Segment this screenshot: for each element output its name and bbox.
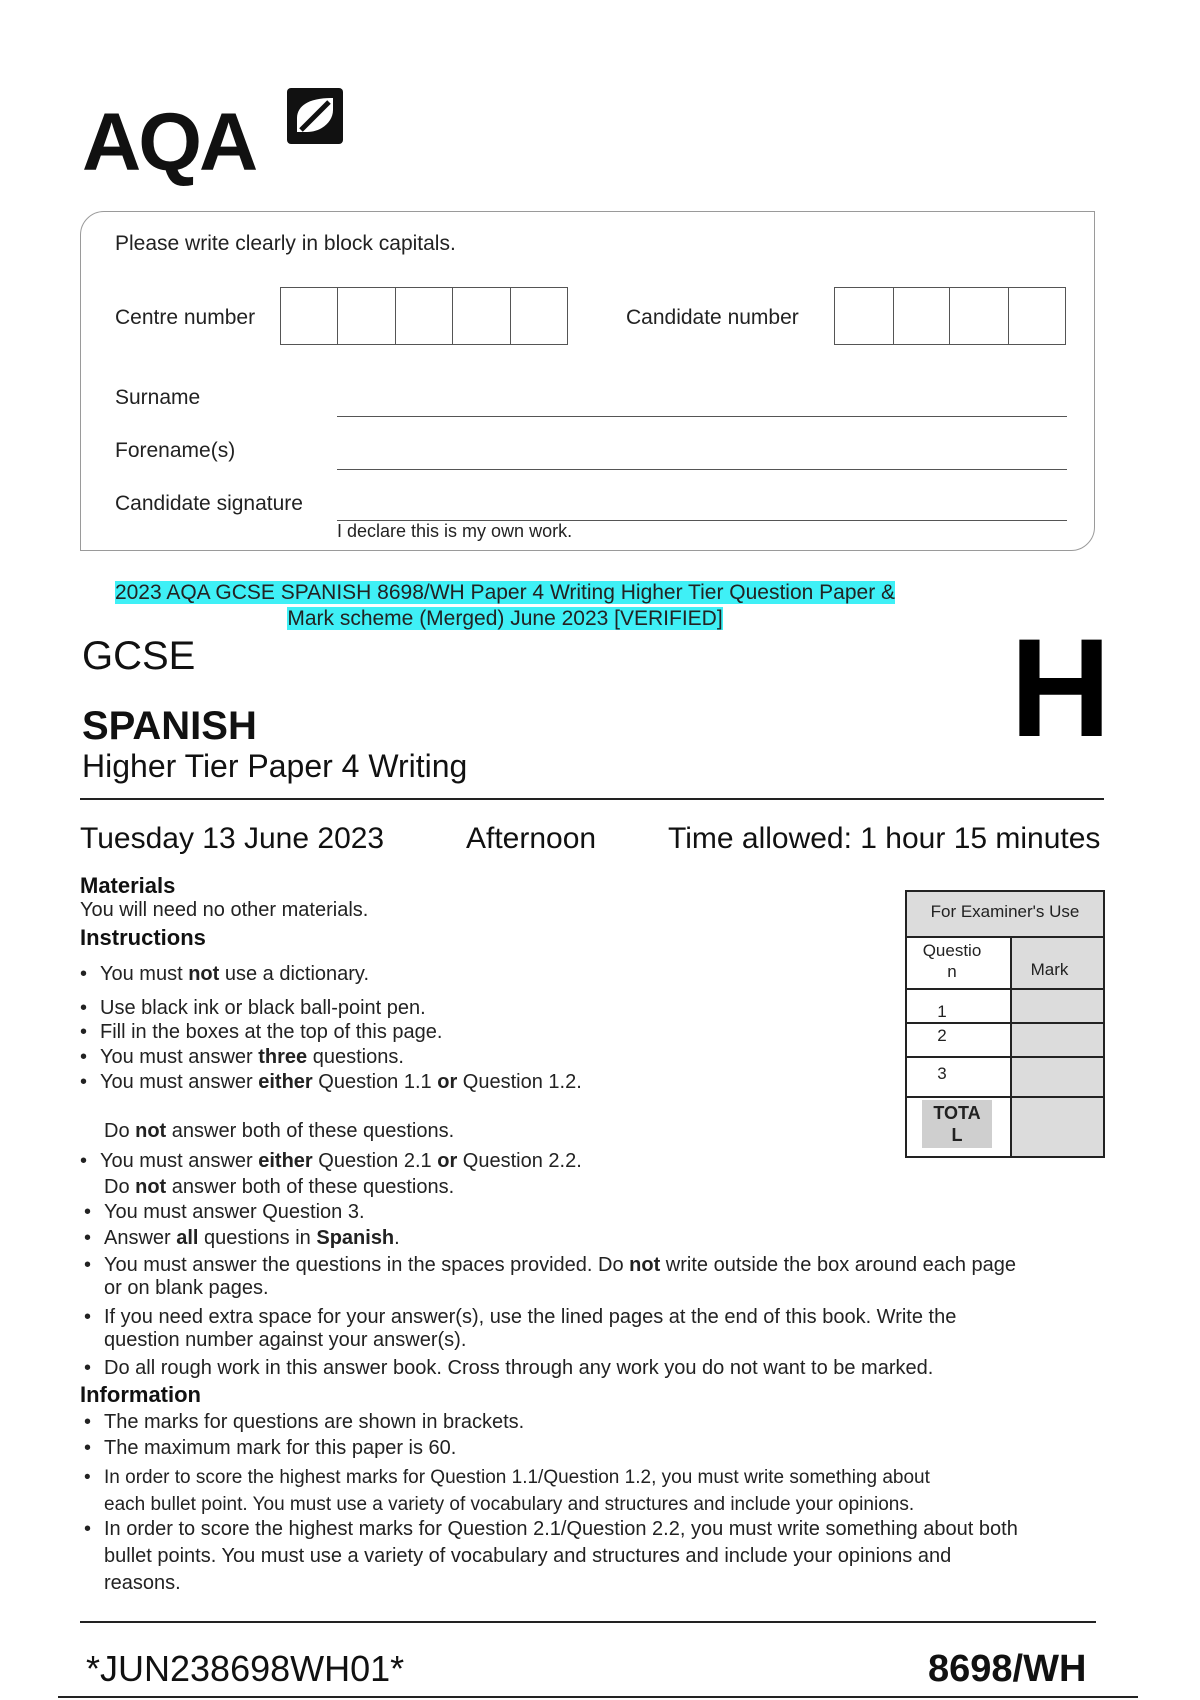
instruction-emphasis: three xyxy=(258,1046,308,1068)
instruction-emphasis: Spanish xyxy=(316,1227,395,1249)
time-allowed: Time allowed: 1 hour 15 minutes xyxy=(668,822,1101,855)
instruction-item: • Use black ink or black ball-point pen. xyxy=(100,997,426,1020)
instruction-text: . xyxy=(394,1227,400,1249)
instruction-emphasis: not xyxy=(135,1176,167,1198)
footer-divider xyxy=(80,1621,1096,1623)
instruction-text: You must xyxy=(100,963,189,985)
instruction-item xyxy=(104,1306,956,1352)
centre-number-box[interactable] xyxy=(396,288,453,344)
paper-code: 8698/WH xyxy=(928,1648,1087,1690)
information-text: In order to score the highest marks for Question 2.1/Question 2.2, you must write something about both xyxy=(104,1518,1018,1540)
information-item xyxy=(104,1464,930,1518)
instruction-item xyxy=(104,1227,400,1250)
information-item: • The maximum mark for this paper is 60. xyxy=(104,1437,456,1460)
forename-label: Forename(s) xyxy=(115,439,236,462)
divider xyxy=(80,798,1104,800)
instruction-text: If you need extra space for your answer(s), use the lined pages at the end of this book. Write the xyxy=(104,1306,957,1328)
total-label-text: TOTA xyxy=(933,1103,981,1123)
information-text: bullet points. You must use a variety of vocabulary and structures and include your opinions and xyxy=(104,1545,952,1567)
table-rule xyxy=(907,1022,1103,1024)
instruction-text: You must answer xyxy=(100,1150,259,1172)
signature-label: Candidate signature xyxy=(115,492,303,515)
instruction-item: • Do all rough work in this answer book. Cross through any work you do not want to be marked. xyxy=(104,1357,933,1380)
instruction-emphasis: not xyxy=(629,1254,661,1276)
examiner-use-table xyxy=(905,890,1105,1158)
instruction-text: Do xyxy=(104,1176,136,1198)
highlighted-title-line-1: 2023 AQA GCSE SPANISH 8698/WH Paper 4 Writing Higher Tier Question Paper & xyxy=(114,581,896,604)
instruction-text: Question 1.1 xyxy=(312,1071,438,1093)
instruction-emphasis: or xyxy=(437,1150,458,1172)
instruction-item: • Fill in the boxes at the top of this page. xyxy=(100,1021,442,1044)
table-rule xyxy=(907,1096,1103,1098)
mark-header: Mark xyxy=(1030,960,1069,979)
instruction-text: write outside the box around each page xyxy=(660,1254,1017,1276)
instruction-text: Answer xyxy=(104,1227,177,1249)
instruction-item xyxy=(100,1046,404,1069)
table-rule xyxy=(907,1056,1103,1058)
aqa-leaf-icon xyxy=(287,88,343,144)
highlighted-title xyxy=(90,580,920,632)
instruction-text: questions. xyxy=(307,1046,404,1068)
question-header-text: n xyxy=(947,962,957,981)
total-label-text: L xyxy=(951,1125,963,1145)
centre-number-box[interactable] xyxy=(281,288,338,344)
table-rule xyxy=(907,988,1103,990)
forename-line[interactable] xyxy=(337,469,1067,470)
paper-title: Higher Tier Paper 4 Writing xyxy=(82,748,468,784)
total-label xyxy=(922,1102,992,1146)
instructions-heading: Instructions xyxy=(80,925,206,950)
candidate-number-box[interactable] xyxy=(1009,288,1064,344)
instruction-emphasis: not xyxy=(135,1120,167,1142)
information-item: • The marks for questions are shown in brackets. xyxy=(104,1411,524,1434)
instruction-note xyxy=(104,1176,454,1199)
tier-letter: H xyxy=(1010,609,1112,766)
candidate-number-box[interactable] xyxy=(894,288,950,344)
information-text: In order to score the highest marks for Question 1.1/Question 1.2, you must write something about xyxy=(104,1467,930,1488)
qualification: GCSE xyxy=(82,634,196,678)
instruction-text: You must answer xyxy=(100,1071,259,1093)
aqa-logo xyxy=(82,88,352,188)
question-header-text: Questio xyxy=(922,941,982,960)
instruction-text: You must answer the questions in the spaces provided. Do xyxy=(104,1254,630,1276)
exam-date: Tuesday 13 June 2023 xyxy=(80,822,385,855)
centre-number-box[interactable] xyxy=(453,288,511,344)
materials-heading: Materials xyxy=(80,873,176,898)
information-heading: Information xyxy=(80,1382,201,1407)
surname-line[interactable] xyxy=(337,416,1067,417)
instruction-text: or on blank pages. xyxy=(104,1277,269,1299)
materials-text: You will need no other materials. xyxy=(80,899,369,921)
candidate-number-box[interactable] xyxy=(950,288,1009,344)
instruction-text: Do xyxy=(104,1120,136,1142)
candidate-number-box[interactable] xyxy=(835,288,894,344)
exam-session: Afternoon xyxy=(466,822,597,855)
question-row-number: 2 xyxy=(937,1026,947,1045)
instruction-text: use a dictionary. xyxy=(219,963,370,985)
surname-label: Surname xyxy=(115,386,201,409)
centre-number-boxes[interactable] xyxy=(280,287,568,345)
centre-number-box[interactable] xyxy=(338,288,396,344)
instruction-emphasis: all xyxy=(176,1227,199,1249)
examiner-table-title: For Examiner's Use xyxy=(930,902,1080,921)
form-instruction: Please write clearly in block capitals. xyxy=(115,232,456,255)
bottom-rule xyxy=(58,1696,1138,1698)
instruction-emphasis: not xyxy=(188,963,220,985)
instruction-text: questions in xyxy=(198,1227,317,1249)
barcode-text: *JUN238698WH01* xyxy=(86,1648,405,1689)
table-rule xyxy=(907,936,1103,938)
centre-number-box[interactable] xyxy=(511,288,566,344)
instruction-emphasis: or xyxy=(437,1071,458,1093)
instruction-text: Question 1.2. xyxy=(457,1071,582,1093)
subject-title: SPANISH xyxy=(82,704,257,748)
question-row-number: 1 xyxy=(937,1002,947,1021)
information-item xyxy=(104,1516,1018,1597)
instruction-text: answer both of these questions. xyxy=(166,1176,455,1198)
candidate-number-boxes[interactable] xyxy=(834,287,1066,345)
instruction-text: question number against your answer(s). xyxy=(104,1329,467,1351)
instruction-item xyxy=(100,963,369,986)
instruction-emphasis: either xyxy=(258,1150,313,1172)
information-text: each bullet point. You must use a variety of vocabulary and structures and include your opinions. xyxy=(104,1494,915,1515)
logo-text: AQA xyxy=(82,97,256,188)
instruction-item: • You must answer Question 3. xyxy=(104,1201,365,1224)
instruction-text: You must answer xyxy=(100,1046,259,1068)
question-row-number: 3 xyxy=(937,1064,947,1083)
instruction-text: Question 2.2. xyxy=(457,1150,582,1172)
instruction-note xyxy=(104,1120,454,1143)
instruction-text: Question 2.1 xyxy=(312,1150,438,1172)
declaration-text: I declare this is my own work. xyxy=(337,521,573,541)
instruction-emphasis: either xyxy=(258,1071,313,1093)
instruction-text: answer both of these questions. xyxy=(166,1120,455,1142)
instruction-item xyxy=(100,1071,582,1094)
information-text: reasons. xyxy=(104,1572,181,1594)
instruction-item xyxy=(104,1254,1016,1300)
instruction-item xyxy=(100,1150,582,1173)
centre-number-label: Centre number xyxy=(115,306,256,329)
candidate-number-label: Candidate number xyxy=(626,306,799,329)
highlighted-title-line-2: Mark scheme (Merged) June 2023 [VERIFIED] xyxy=(287,607,723,630)
question-header xyxy=(907,940,997,982)
